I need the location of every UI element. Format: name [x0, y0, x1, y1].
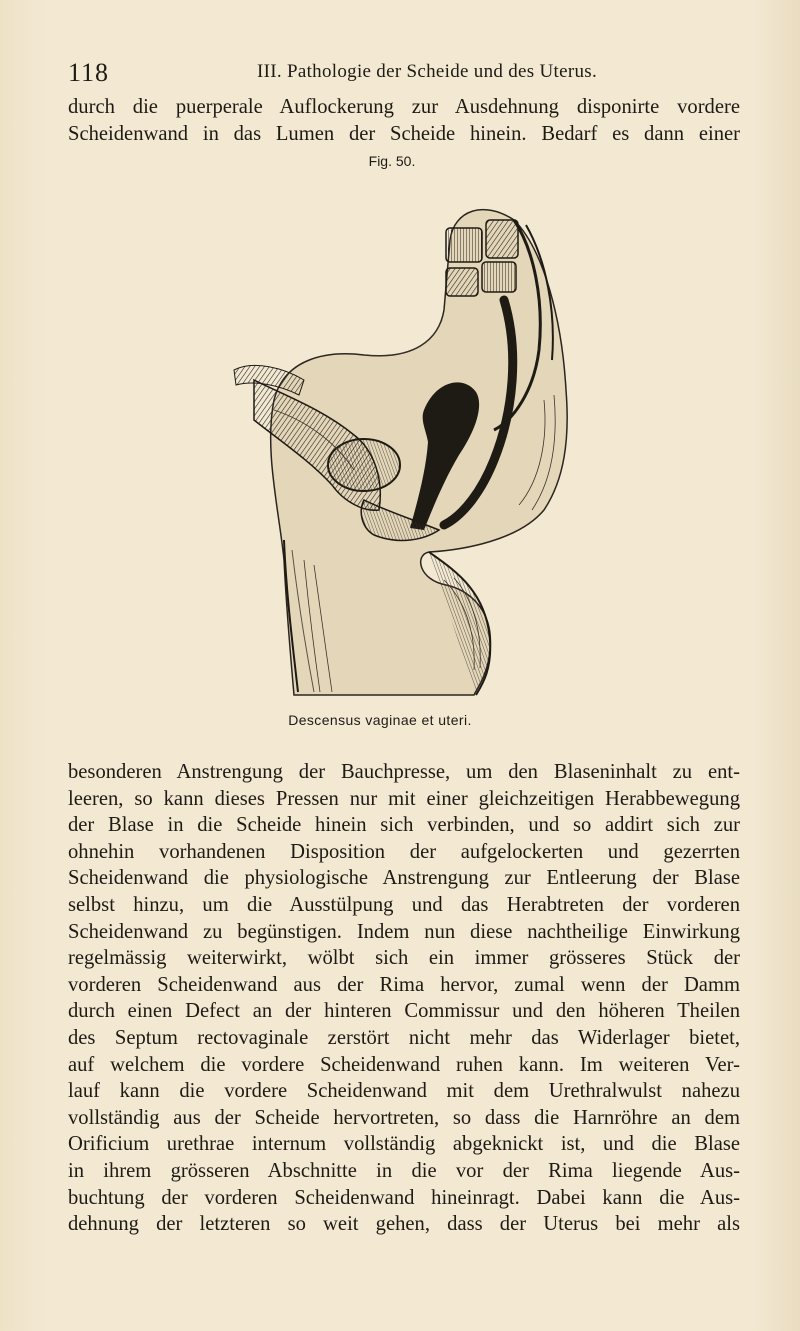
text-line: vollständig aus der Scheide hervortreten, so dass die Harnröhre an dem: [68, 1106, 740, 1129]
paragraph-bottom: [68, 759, 740, 1238]
text-line: leeren, so kann dieses Pressen nur mit einer gleichzeitigen Herabbewegung: [68, 787, 740, 810]
text-line: des Septum rectovaginale zerstört nicht mehr das Widerlager bietet,: [68, 1026, 740, 1049]
text-line: vorderen Scheidenwand aus der Rima hervor, zumal wenn der Damm: [68, 973, 740, 996]
anatomical-illustration: [214, 180, 586, 700]
text-line: buchtung der vorderen Scheidenwand hineinragt. Dabei kann die Aus-: [68, 1186, 740, 1209]
text-line: durch einen Defect an der hinteren Commissur und den höheren Theilen: [68, 1000, 740, 1023]
text-line: ohnehin vorhandenen Disposition der aufgelockerten und gezerrten: [68, 840, 740, 863]
text-line: in ihrem grösseren Abschnitte in die vor der Rima liegende Aus-: [68, 1159, 740, 1182]
text-line: Scheidenwand in das Lumen der Scheide hinein. Bedarf es dann einer: [68, 122, 740, 145]
text-line: Orificium urethrae internum vollständig abgeknickt ist, und die Blase: [68, 1133, 740, 1156]
text-line: Scheidenwand zu begünstigen. Indem nun diese nachtheilige Einwirkung: [68, 920, 740, 943]
text-line: besonderen Anstrengung der Bauchpresse, um den Blaseninhalt zu ent-: [68, 761, 740, 783]
text-line: lauf kann die vordere Scheidenwand mit dem Urethralwulst nahezu: [68, 1080, 740, 1103]
paragraph-top: [68, 94, 740, 147]
text-line: regelmässig weiterwirkt, wölbt sich ein immer grösseres Stück der: [68, 947, 740, 970]
text-line: durch die puerperale Auflockerung zur Ausdehnung disponirte vordere: [68, 96, 740, 118]
text-line: auf welchem die vordere Scheidenwand ruhen kann. Im weiteren Ver-: [68, 1053, 740, 1076]
text-line: der Blase in die Scheide hinein sich verbinden, und so addirt sich zur: [68, 814, 740, 837]
running-head: III. Pathologie der Scheide und des Uterus.: [257, 61, 598, 82]
figure-caption: Descensus vaginae et uteri.: [288, 712, 472, 728]
text-line: selbst hinzu, um die Ausstülpung und das Herabtreten der vorderen: [68, 893, 740, 916]
figure-label: Fig. 50.: [368, 153, 416, 169]
text-line: dehnung der letzteren so weit gehen, dass der Uterus bei mehr als: [68, 1213, 740, 1236]
text-line: Scheidenwand die physiologische Anstrengung zur Entleerung der Blase: [68, 867, 740, 890]
page-header: [68, 58, 748, 88]
page-number: 118: [68, 58, 110, 87]
